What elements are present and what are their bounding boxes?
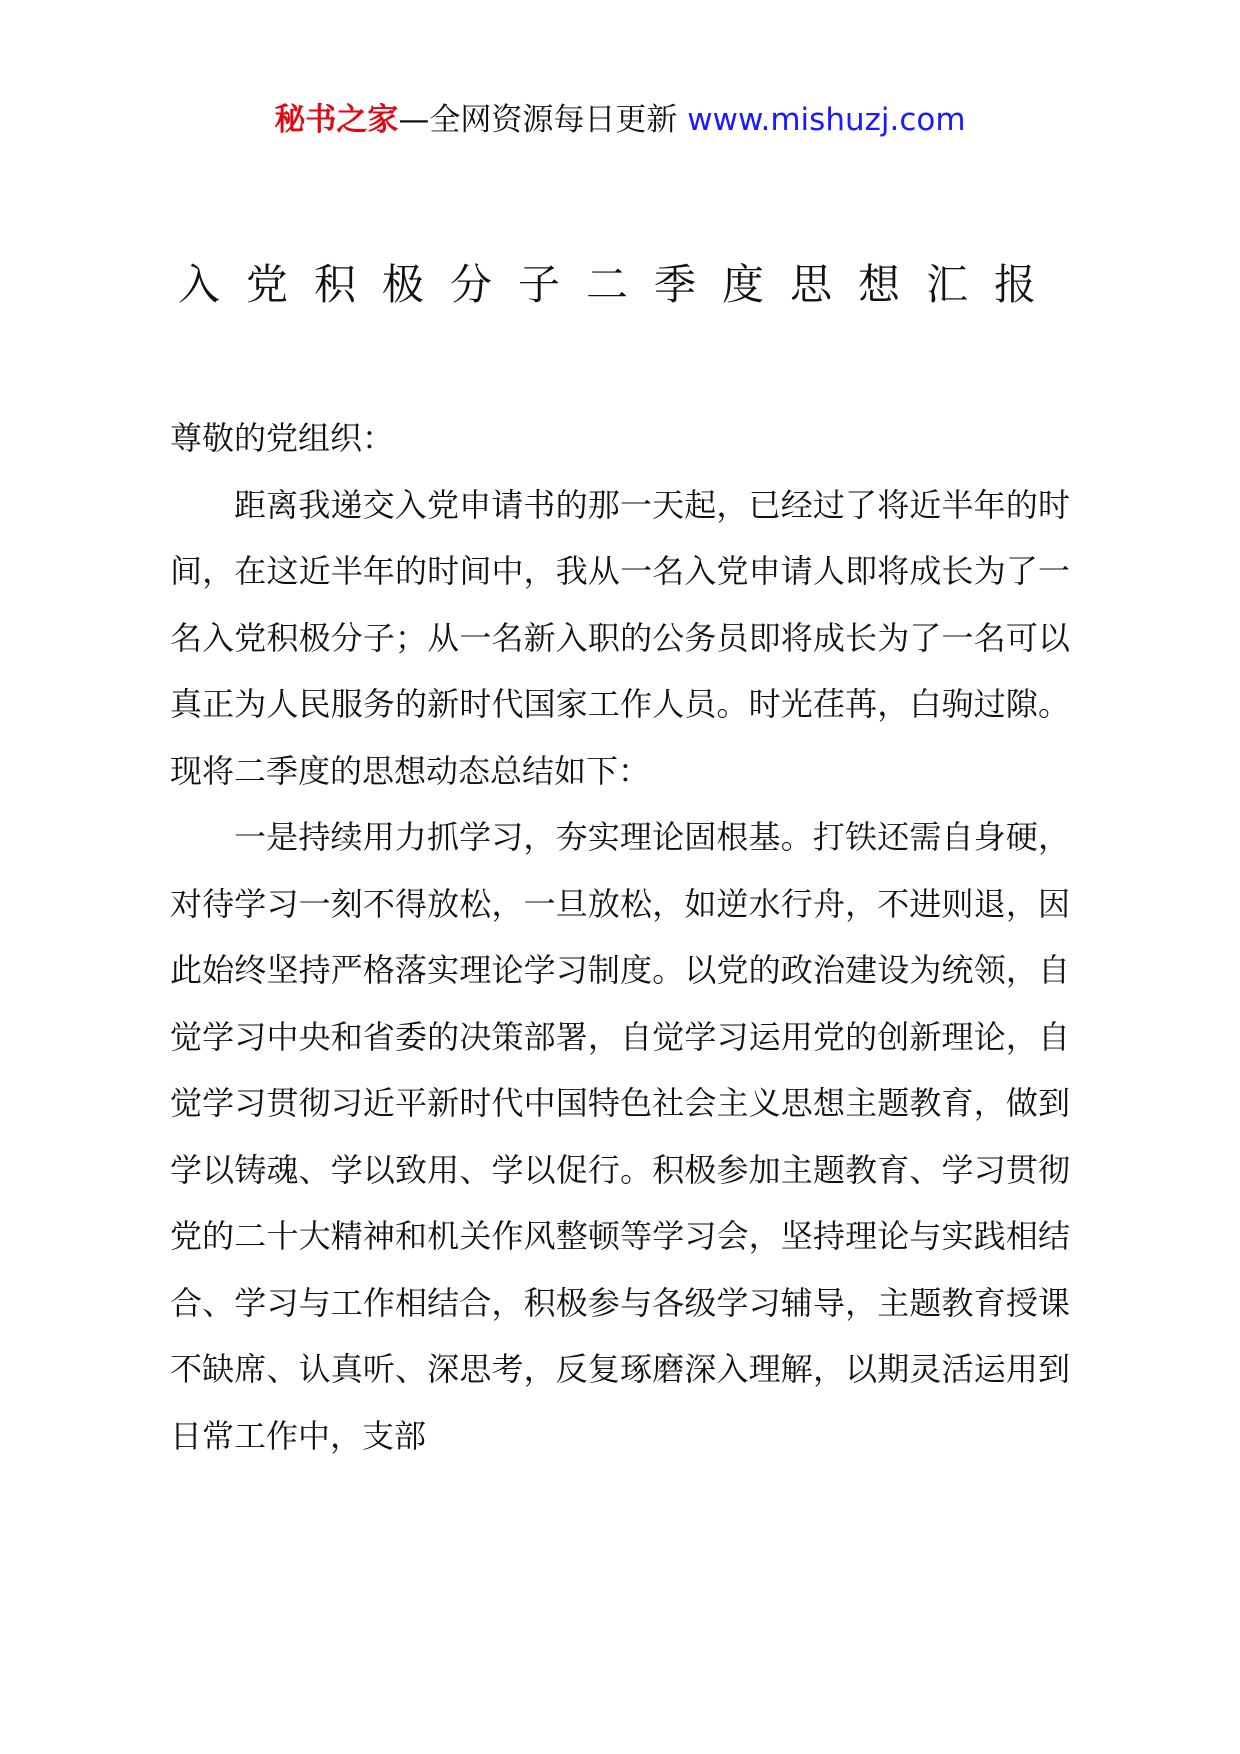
- document-title: 入党积极分子二季度思想汇报: [177, 260, 1062, 309]
- brand-name: 秘书之家: [274, 102, 399, 138]
- salutation: 尊敬的党组织：: [170, 419, 395, 457]
- document-body: [170, 405, 1070, 1469]
- body-paragraph: 距离我递交入党申请书的那一天起，已经过了将近半年的时间，在这近半年的时间中，我从一名入党申请人即将成长为了一名入党积极分子；从一名新入职的公务员即将成长为了一名可以真正为人民服务的新时代国家工作人员。时光荏苒，白驹过隙。现将二季度的思想动态总结如下：: [170, 485, 1070, 790]
- header-tagline: —全网资源每日更新: [398, 102, 688, 138]
- site-url-link[interactable]: www.mishuzj.com: [687, 102, 966, 138]
- site-header: [0, 100, 1240, 140]
- body-paragraph: 一是持续用力抓学习，夯实理论固根基。打铁还需自身硬，对待学习一刻不得放松，一旦放松，如逆水行舟，不进则退，因此始终坚持严格落实理论学习制度。以党的政治建设为统领，自觉学习中央和省委的决策部署，自觉学习运用党的创新理论，自觉学习贯彻习近平新时代中国特色社会主义思想主题教育，做到学以铸魂、学以致用、学以促行。积极参加主题教育、学习贯彻党的二十大精神和机关作风整顿等学习会，坚持理论与实践相结合、学习与工作相结合，积极参与各级学习辅导，主题教育授课不缺席、认真听、深思考，反复琢磨深入理解，以期灵活运用到日常工作中，支部: [170, 818, 1070, 1455]
